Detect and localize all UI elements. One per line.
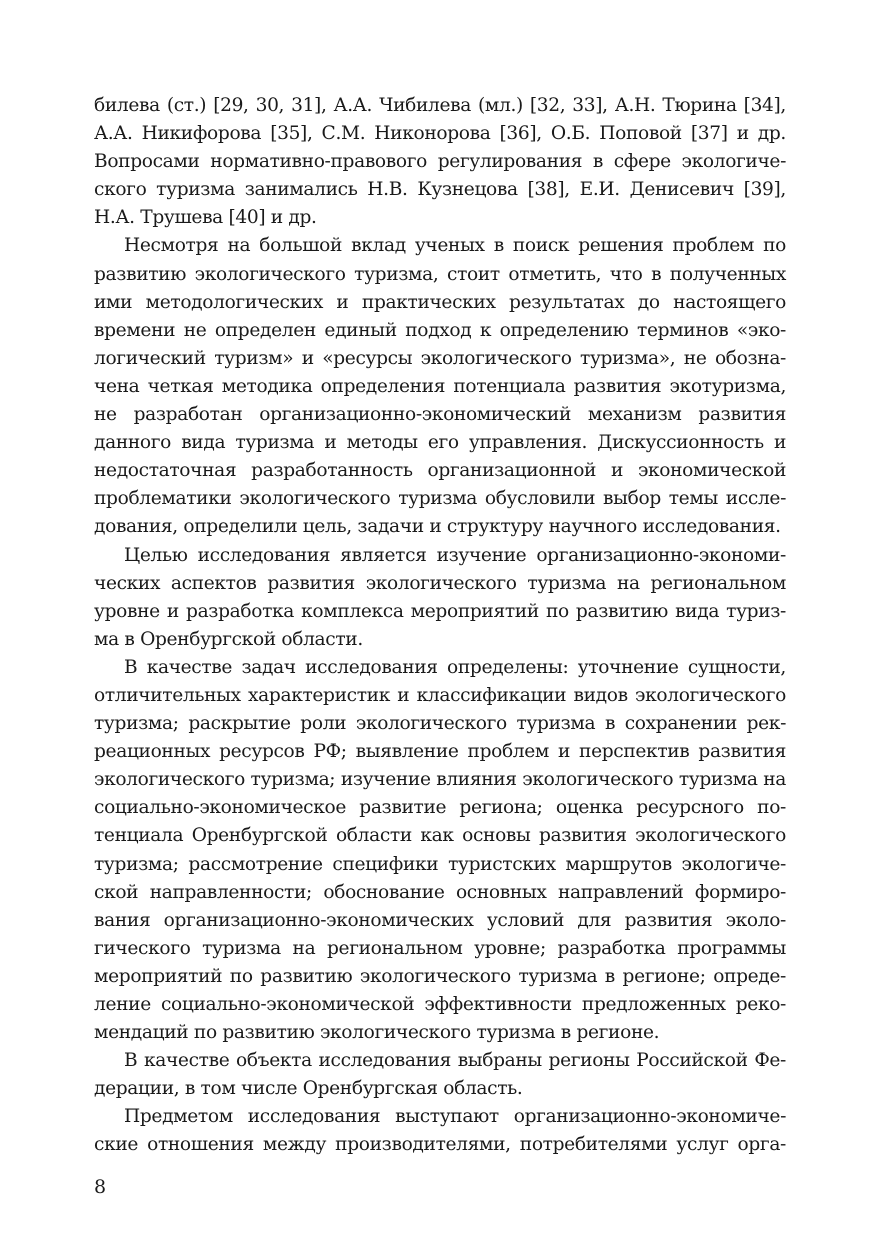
text-line: туризма; раскрытие роли экологического туризма в сохранении рек-: [94, 713, 786, 735]
text-line: Целью исследования является изучение организационно-экономи-: [124, 544, 786, 566]
text-line: экологического туризма; изучение влияния экологического туризма на: [94, 769, 786, 791]
text-line: мероприятий по развитию экологического туризма в регионе; опреде-: [94, 965, 786, 987]
text-line: не разработан организационно-экономический механизм развития: [94, 404, 786, 426]
text-line: Несмотря на большой вклад ученых в поиск решения проблем по: [124, 235, 786, 257]
text-line: развитию экологического туризма, стоит отметить, что в полученных: [94, 263, 786, 285]
text-line: гического туризма на региональном уровне; разработка программы: [94, 937, 786, 959]
text-line: ческих аспектов развития экологического туризма на региональном: [94, 572, 786, 594]
text-line: времени не определен единый подход к определению терминов «эко-: [94, 319, 786, 341]
text-line: ской направленности; обоснование основных направлений формиро-: [94, 881, 786, 903]
text-line: дования, определили цель, задачи и структуру научного исследования.: [94, 516, 781, 538]
text-line: уровне и разработка комплекса мероприятий по развитию вида туриз-: [94, 600, 786, 622]
text-line: Вопросами нормативно-правового регулирования в сфере экологиче-: [94, 151, 786, 173]
text-line: чена четкая методика определения потенциала развития экотуризма,: [94, 375, 786, 397]
text-line: отличительных характеристик и классификации видов экологического: [94, 684, 786, 706]
text-line: туризма; рассмотрение специфики туристских маршрутов экологиче-: [94, 853, 786, 875]
paragraph-research-tasks: [94, 654, 786, 1047]
text-line: реационных ресурсов РФ; выявление проблем и перспектив развития: [94, 741, 786, 763]
page-number: 8: [94, 1176, 107, 1198]
body-text: [94, 92, 786, 1160]
text-line: ского туризма занимались Н.В. Кузнецова [38], Е.И. Денисевич [39],: [94, 179, 786, 201]
text-line: тенциала Оренбургской области как основы развития экологического: [94, 825, 786, 847]
paragraph-research-goal: [94, 542, 786, 654]
text-line: ма в Оренбургской области.: [94, 628, 363, 650]
text-line: логический туризм» и «ресурсы экологического туризма», не обозна-: [94, 347, 786, 369]
text-line: Н.А. Трушева [40] и др.: [94, 207, 317, 229]
text-line: данного вида туризма и методы его управления. Дискуссионность и: [94, 432, 786, 454]
paragraph-research-object: [94, 1047, 786, 1103]
text-line: В качестве задач исследования определены: уточнение сущности,: [124, 656, 786, 678]
paragraph-problem-statement: [94, 232, 786, 541]
paragraph-authors-continuation: [94, 92, 786, 232]
text-line: ими методологических и практических результатах до настоящего: [94, 291, 786, 313]
text-line: социально-экономическое развитие региона; оценка ресурсного по-: [94, 797, 786, 819]
paragraph-research-subject: [94, 1103, 786, 1159]
text-line: недостаточная разработанность организационной и экономической: [94, 460, 786, 482]
text-line: вания организационно-экономических условий для развития эколо-: [94, 909, 786, 931]
text-line: Предметом исследования выступают организационно-экономиче-: [124, 1106, 786, 1128]
text-line: проблематики экологического туризма обусловили выбор темы иссле-: [94, 488, 786, 510]
text-line: дерации, в том числе Оренбургская область.: [94, 1078, 523, 1100]
text-line: мендаций по развитию экологического туризма в регионе.: [94, 1022, 660, 1044]
text-line: В качестве объекта исследования выбраны регионы Российской Фе-: [124, 1050, 786, 1072]
text-line: билева (ст.) [29, 30, 31], А.А. Чибилева (мл.) [32, 33], А.Н. Тюрина [34],: [94, 95, 786, 116]
text-line: ление социально-экономической эффективности предложенных реко-: [94, 994, 786, 1015]
text-line: ские отношения между производителями, потребителями услуг орга-: [94, 1134, 786, 1156]
text-line: А.А. Никифорова [35], С.М. Никонорова [36], О.Б. Поповой [37] и др.: [94, 123, 786, 145]
